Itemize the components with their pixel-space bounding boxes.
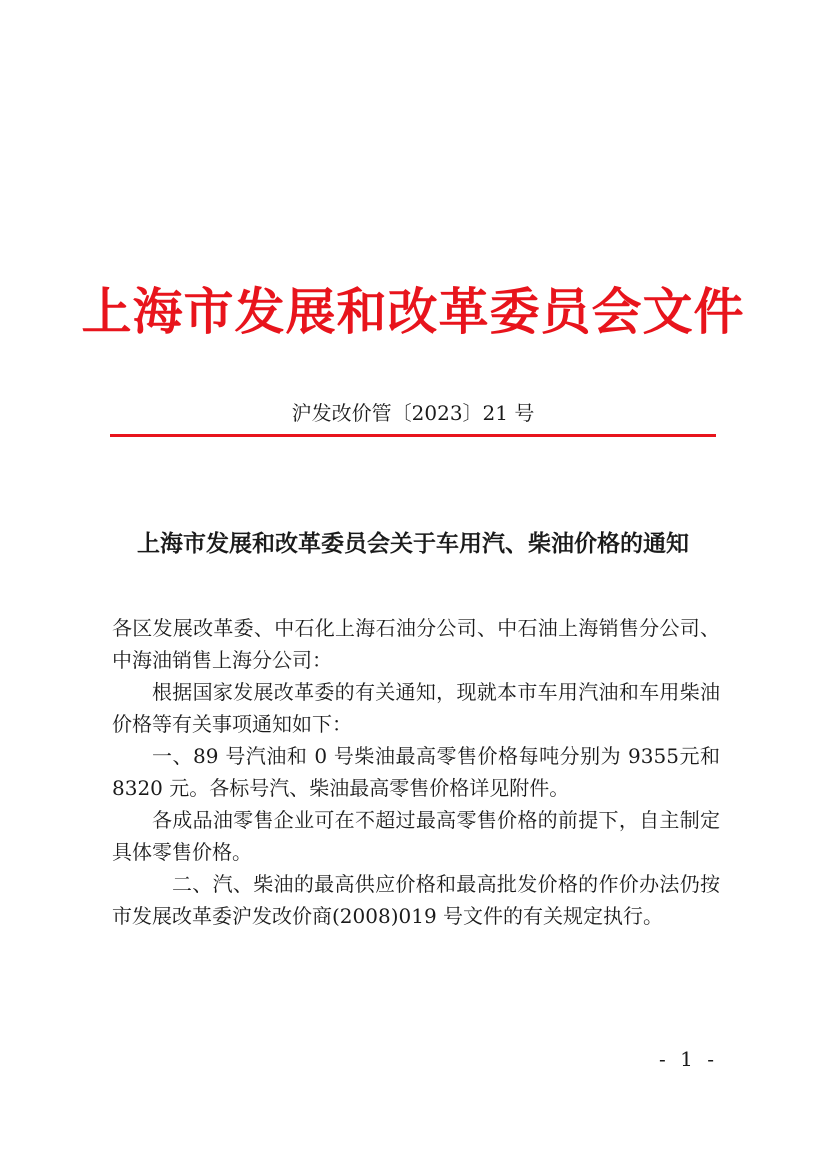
masthead-title: 上海市发展和改革委员会文件 xyxy=(81,282,745,341)
retail-pricing-paragraph: 各成品油零售企业可在不超过最高零售价格的前提下，自主制定具体零售价格。 xyxy=(112,808,720,864)
item-one-paragraph: 一、89 号汽油和 0 号柴油最高零售价格每吨分别为 9355元和 8320 元。各标号汽、柴油最高零售价格详见附件。 xyxy=(112,744,720,800)
notice-title: 上海市发展和改革委员会关于车用汽、柴油价格的通知 xyxy=(137,530,689,557)
red-separator-line xyxy=(110,434,716,437)
intro-paragraph: 根据国家发展改革委的有关通知，现就本市车用汽油和车用柴油价格等有关事项通知如下： xyxy=(112,680,720,736)
page-number: - 1 - xyxy=(659,1047,718,1071)
notice-body xyxy=(112,612,720,932)
document-number: 沪发改价管〔2023〕21 号 xyxy=(291,401,535,425)
addressee-paragraph: 各区发展改革委、中石化上海石油分公司、中石油上海销售分公司、中海油销售上海分公司： xyxy=(112,616,720,672)
item-two-paragraph: 二、汽、柴油的最高供应价格和最高批发价格的作价办法仍按市发展改革委沪发改价商(2008)019 号文件的有关规定执行。 xyxy=(112,872,720,928)
